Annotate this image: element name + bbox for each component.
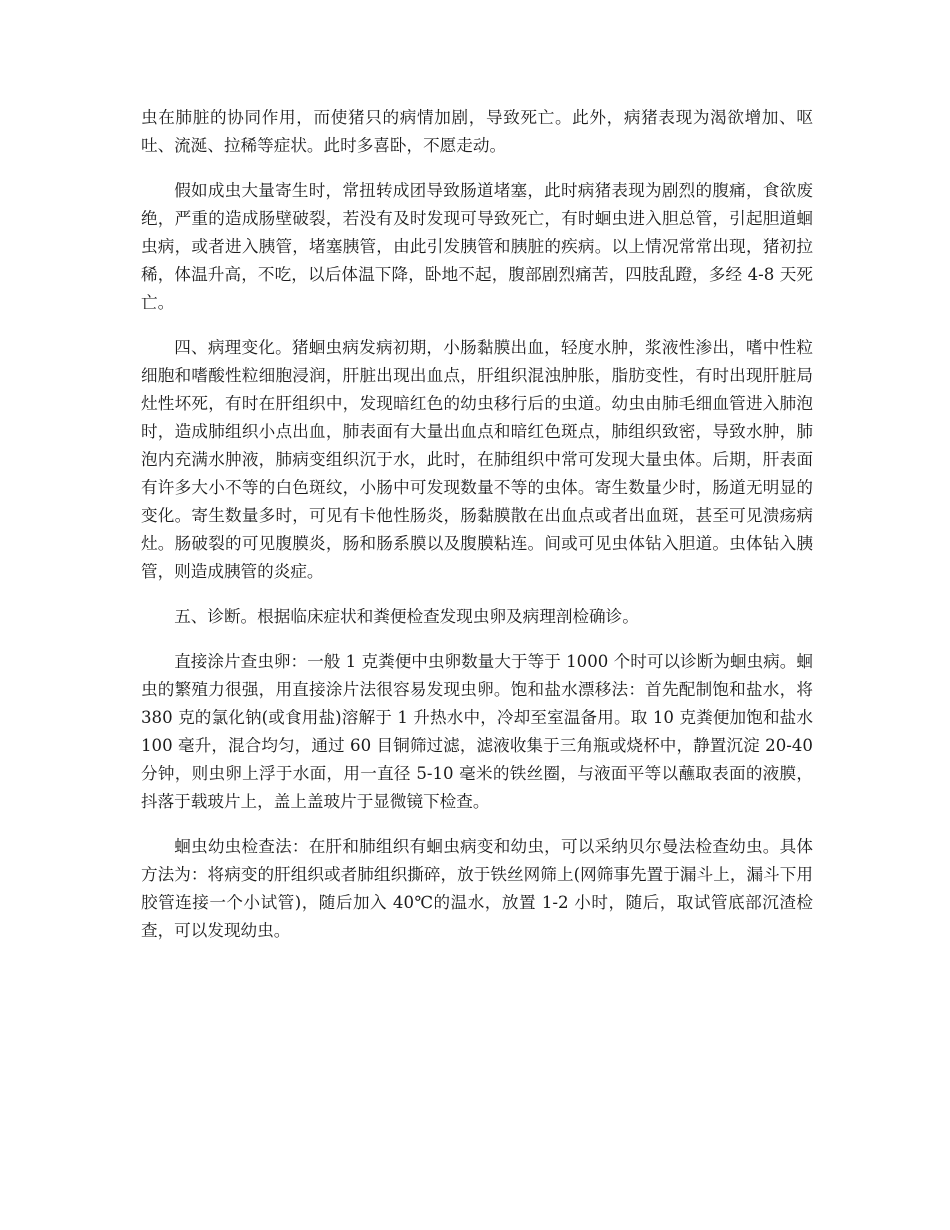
paragraph-5: 直接涂片查虫卵：一般 1 克粪便中虫卵数量大于等于 1000 个时可以诊断为蛔虫病。蛔虫的繁殖力很强，用直接涂片法很容易发现虫卵。饱和盐水漂移法：首先配制饱和盐水，将 380 克的氯化钠(或食用盐)溶解于 1 升热水中，冷却至室温备用。取 10 克粪便加饱和盐水 100 毫升，混合均匀，通过 60 目铜筛过滤，滤液收集于三角瓶或烧杯中，静置沉淀 20-40 分钟，则虫卵上浮于水面，用一直径 5-10 毫米的铁丝圈，与液面平等以蘸取表面的液膜，抖落于载玻片上，盖上盖玻片于显微镜下检查。 (141, 652, 813, 811)
document-body (141, 104, 813, 962)
paragraph-4: 五、诊断。根据临床症状和粪便检查发现虫卵及病理剖检确诊。 (174, 607, 639, 626)
paragraph-1: 虫在肺脏的协同作用，而使猪只的病情加剧，导致死亡。此外，病猪表现为渴欲增加、呕吐、流涎、拉稀等症状。此时多喜卧，不愿走动。 (141, 108, 813, 155)
paragraph-2: 假如成虫大量寄生时，常扭转成团导致肠道堵塞，此时病猪表现为剧烈的腹痛，食欲废绝，严重的造成肠壁破裂，若没有及时发现可导致死亡，有时蛔虫进入胆总管，引起胆道蛔虫病，或者进入胰管，堵塞胰管，由此引发胰管和胰脏的疾病。以上情况常常出现，猪初拉稀，体温升高，不吃，以后体温下降，卧地不起，腹部剧烈痛苦，四肢乱蹬，多经 4-8 天死亡。 (141, 181, 813, 312)
paragraph-6: 蛔虫幼虫检查法：在肝和肺组织有蛔虫病变和幼虫，可以采纳贝尔曼法检查幼虫。具体方法为：将病变的肝组织或者肺组织撕碎，放于铁丝网筛上(网筛事先置于漏斗上，漏斗下用胶管连接一个小试管)，随后加入 40℃的温水，放置 1-2 小时，随后，取试管底部沉渣检查，可以发现幼虫。 (141, 837, 813, 940)
paragraph-3: 四、病理变化。猪蛔虫病发病初期，小肠黏膜出血，轻度水肿，浆液性渗出，嗜中性粒细胞和嗜酸性粒细胞浸润，肝脏出现出血点，肝组织混浊肿胀，脂肪变性，有时出现肝脏局灶性坏死，有时在肝组织中，发现暗红色的幼虫移行后的虫道。幼虫由肺毛细血管进入肺泡时，造成肺组织小点出血，肺表面有大量出血点和暗红色斑点，肺组织致密，导致水肿，肺泡内充满水肿液，肺病变组织沉于水，此时，在肺组织中常可发现大量虫体。后期，肝表面有许多大小不等的白色斑纹，小肠中可发现数量不等的虫体。寄生数量少时，肠道无明显的变化。寄生数量多时，可见有卡他性肠炎，肠黏膜散在出血点或者出血斑，甚至可见溃疡病灶。肠破裂的可见腹膜炎，肠和肠系膜以及腹膜粘连。间或可见虫体钻入胆道。虫体钻入胰管，则造成胰管的炎症。 (141, 338, 813, 581)
